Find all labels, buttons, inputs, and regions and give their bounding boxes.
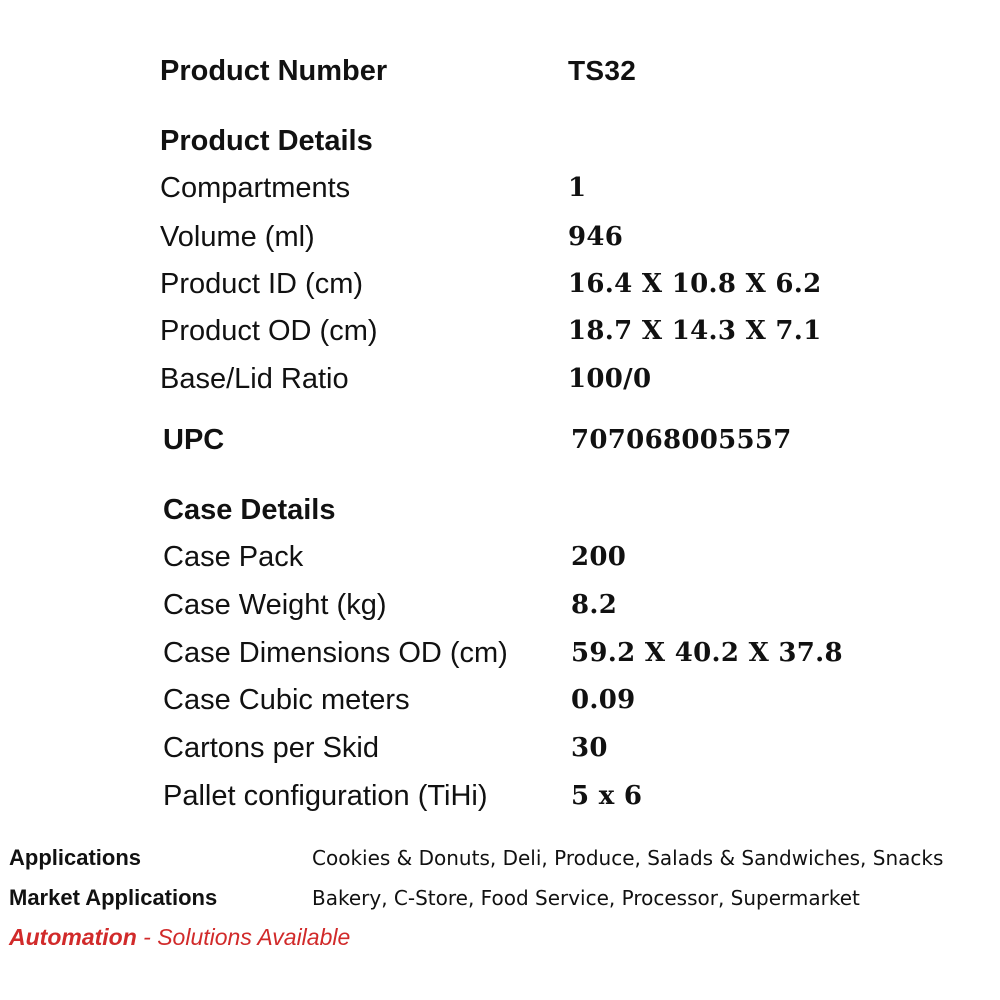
detail-row-base-lid-ratio: [0, 359, 1000, 399]
case-row-cubic-meters: [0, 680, 1000, 720]
automation-suffix: - Solutions Available: [136, 924, 351, 950]
case-label: Case Pack: [163, 541, 304, 573]
case-label: Case Weight (kg): [163, 589, 387, 621]
market-applications-value: Bakery, C-Store, Food Service, Processor, Supermarket: [312, 886, 860, 910]
case-details-heading: Case Details: [163, 494, 336, 526]
product-number-label: Product Number: [160, 55, 388, 87]
detail-label: Base/Lid Ratio: [160, 363, 349, 395]
case-label: Case Cubic meters: [163, 684, 410, 716]
case-row-pack: [0, 537, 1000, 577]
applications-row: [0, 841, 1000, 875]
case-value: 8.2: [571, 590, 618, 620]
detail-row-product-id: [0, 264, 1000, 304]
upc-row: [0, 420, 1000, 460]
case-details-heading-row: [0, 490, 1000, 530]
case-value: 30: [571, 733, 608, 763]
case-label: Pallet configuration (TiHi): [163, 780, 488, 812]
detail-label: Compartments: [160, 172, 351, 204]
case-row-cartons-per-skid: [0, 728, 1000, 768]
upc-label: UPC: [163, 424, 225, 456]
market-applications-label: Market Applications: [9, 885, 218, 910]
automation-label: Automation: [9, 924, 137, 950]
detail-value: 1: [568, 173, 587, 203]
detail-row-volume: [0, 217, 1000, 257]
detail-value: 946: [568, 222, 624, 252]
market-applications-row: [0, 881, 1000, 915]
case-value: 200: [571, 542, 627, 572]
detail-label: Volume (ml): [160, 221, 315, 253]
product-details-heading: Product Details: [160, 125, 373, 157]
case-row-weight: [0, 585, 1000, 625]
product-number-value: TS32: [568, 55, 637, 86]
detail-label: Product ID (cm): [160, 268, 364, 300]
detail-label: Product OD (cm): [160, 315, 378, 347]
case-row-dimensions: [0, 633, 1000, 673]
case-label: Cartons per Skid: [163, 732, 379, 764]
detail-value: 100/0: [568, 364, 652, 394]
automation-note: [9, 920, 350, 954]
detail-row-product-od: [0, 311, 1000, 351]
applications-label: Applications: [9, 845, 142, 870]
upc-value: 707068005557: [571, 425, 792, 455]
product-number-row: [0, 51, 1000, 91]
applications-value: Cookies & Donuts, Deli, Produce, Salads & Sandwiches, Snacks: [312, 846, 944, 870]
case-label: Case Dimensions OD (cm): [163, 637, 508, 669]
product-details-heading-row: [0, 121, 1000, 161]
detail-row-compartments: [0, 168, 1000, 208]
detail-value: 16.4 X 10.8 X 6.2: [568, 269, 822, 299]
case-value: 59.2 X 40.2 X 37.8: [571, 638, 843, 668]
case-row-pallet-config: [0, 776, 1000, 816]
detail-value: 18.7 X 14.3 X 7.1: [568, 316, 822, 346]
case-value: 5 x 6: [571, 781, 643, 811]
case-value: 0.09: [571, 685, 636, 715]
